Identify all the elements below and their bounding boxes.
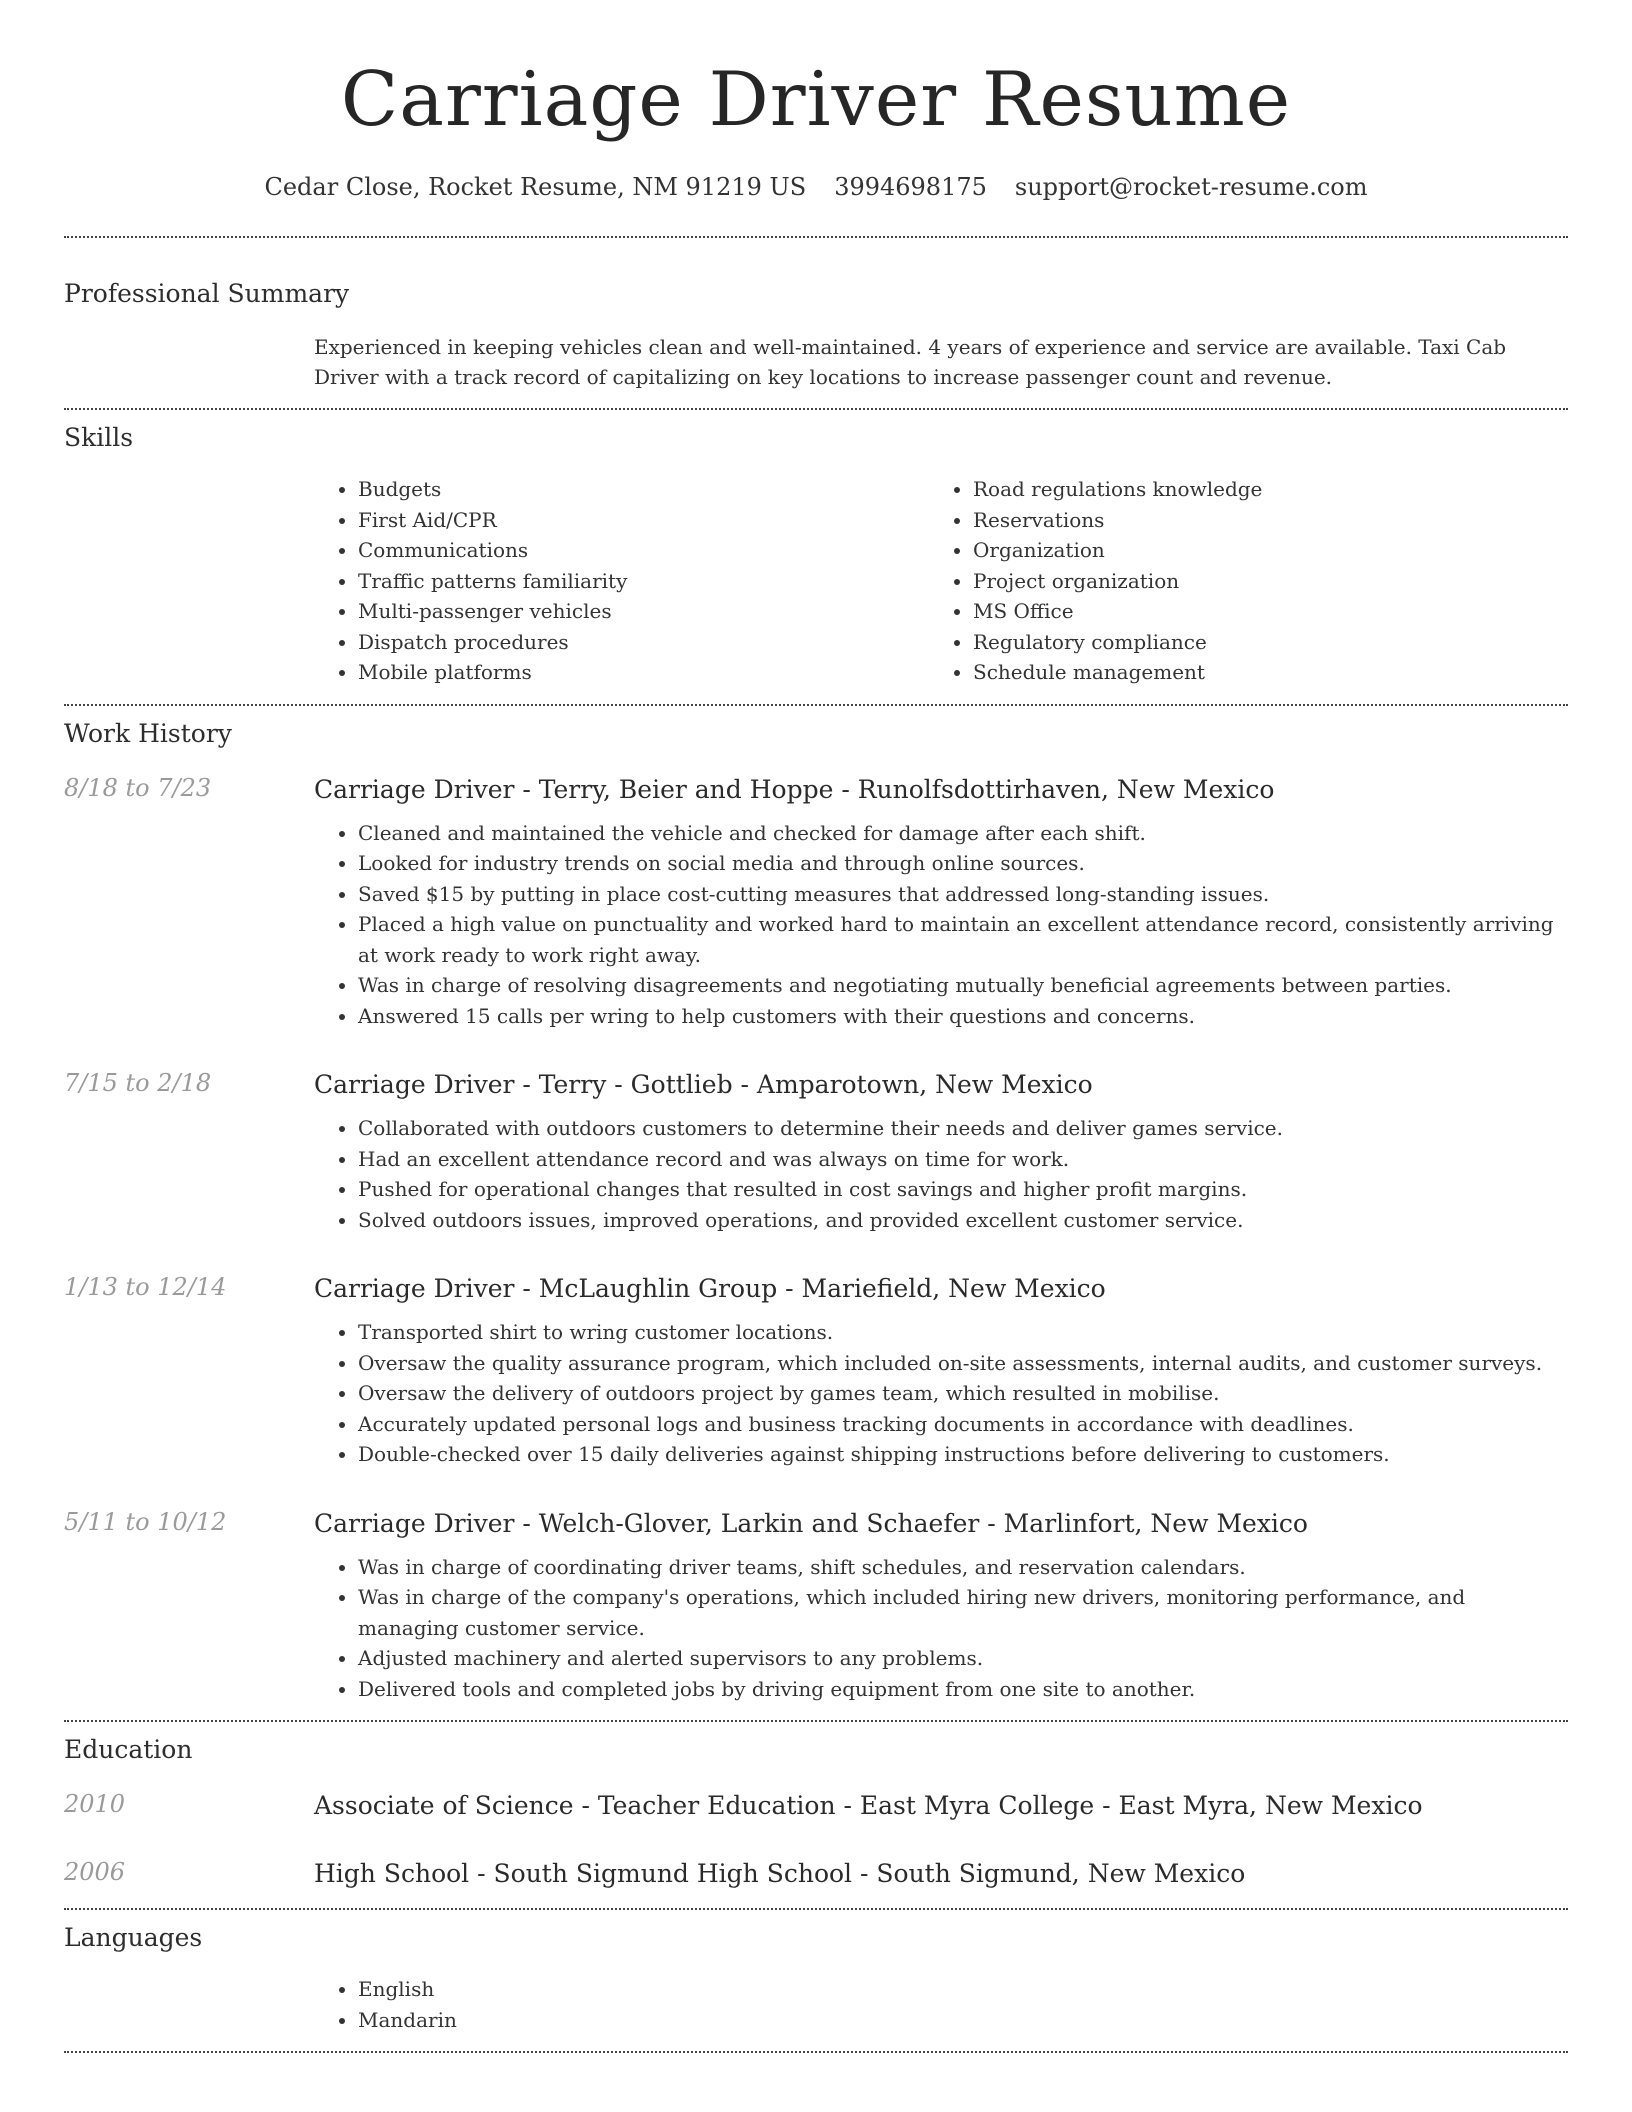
summary-section [64,278,1568,392]
summary-heading: Professional Summary [64,279,350,308]
job-bullet: • Double-checked over 15 daily deliveries against shipping instructions before delivering to customers. [358,1439,1568,1470]
job-title: Carriage Driver - Terry - Gottlieb - Amparotown, New Mexico [314,1070,1093,1099]
skill-item: • Communications [358,535,929,566]
job-bullet: • Was in charge of resolving disagreements and negotiating mutually beneficial agreements between parties. [358,970,1568,1001]
skills-list-left [314,474,929,688]
job-bullet: • Collaborated with outdoors customers to determine their needs and deliver games service. [358,1113,1568,1144]
job-entry [64,1273,1568,1470]
divider [64,408,1568,410]
job-bullet: • Placed a high value on punctuality and worked hard to maintain an excellent attendance record, consistently arriving at work ready to work right away. [358,909,1568,970]
job-bullet: • Delivered tools and completed jobs by driving equipment from one site to another. [358,1674,1568,1705]
skill-item: • Regulatory compliance [973,627,1544,658]
work-section [64,718,1568,1705]
job-bullet: • Answered 15 calls per wring to help customers with their questions and concerns. [358,1001,1568,1032]
skill-item: • Mobile platforms [358,657,929,688]
job-bullet: • Solved outdoors issues, improved operations, and provided excellent customer service. [358,1205,1568,1236]
divider [64,236,1568,238]
job-bullet: • Adjusted machinery and alerted supervisors to any problems. [358,1643,1568,1674]
languages-list [314,1974,1568,2035]
divider [64,2051,1568,2053]
job-dates: 7/15 to 2/18 [64,1069,212,1097]
resume-page [64,0,1568,2053]
job-title: Carriage Driver - McLaughlin Group - Mariefield, New Mexico [314,1274,1106,1303]
skills-grid [314,474,1568,688]
job-dates: 1/13 to 12/14 [64,1273,227,1301]
job-bullets [314,1317,1568,1470]
skill-item: • Budgets [358,474,929,505]
language-item: • English [358,1974,1568,2005]
education-title: Associate of Science - Teacher Education - East Myra College - East Myra, New Mexico [314,1791,1423,1820]
skill-item: • Schedule management [973,657,1544,688]
skill-item: • Traffic patterns familiarity [358,566,929,597]
job-dates: 8/18 to 7/23 [64,773,212,802]
divider [64,1720,1568,1722]
contact-line [64,172,1568,202]
education-entry [64,1790,1568,1822]
job-bullets [314,818,1568,1032]
language-item: • Mandarin [358,2005,1568,2036]
job-bullet: • Was in charge of the company's operations, which included hiring new drivers, monitoring performance, and managing customer service. [358,1582,1568,1643]
divider [64,1908,1568,1910]
skills-section [64,422,1568,688]
education-heading: Education [64,1735,193,1764]
skill-item: • Road regulations knowledge [973,474,1544,505]
resume-title: Carriage Driver Resume [340,55,1292,143]
skill-item: • Project organization [973,566,1544,597]
job-bullet: • Pushed for operational changes that resulted in cost savings and higher profit margins. [358,1174,1568,1205]
skill-item: • First Aid/CPR [358,505,929,536]
job-bullet: • Transported shirt to wring customer locations. [358,1317,1568,1348]
job-entry [64,1508,1568,1705]
education-title: High School - South Sigmund High School - South Sigmund, New Mexico [314,1859,1246,1888]
job-entry [64,774,1568,1032]
job-bullet: • Had an excellent attendance record and was always on time for work. [358,1144,1568,1175]
skill-item: • Dispatch procedures [358,627,929,658]
contact-phone: 3994698175 [834,173,987,201]
skill-item: • MS Office [973,596,1544,627]
job-title: Carriage Driver - Terry, Beier and Hoppe - Runolfsdottirhaven, New Mexico [314,774,1275,804]
summary-text: Experienced in keeping vehicles clean and well-maintained. 4 years of experience and service are available. Taxi Cab Driver with a track record of capitalizing on key locations to increase passenger count and revenue. [314,335,1507,389]
contact-address: Cedar Close, Rocket Resume, NM 91219 US [264,173,807,201]
job-bullet: • Oversaw the delivery of outdoors project by games team, which resulted in mobilise. [358,1378,1568,1409]
skill-item: • Reservations [973,505,1544,536]
job-bullets [314,1552,1568,1705]
languages-heading: Languages [64,1923,203,1952]
job-bullet: • Oversaw the quality assurance program, which included on-site assessments, internal audits, and customer surveys. [358,1348,1568,1379]
job-bullet: • Saved $15 by putting in place cost-cutting measures that addressed long-standing issues. [358,879,1568,910]
divider [64,704,1568,706]
skill-item: • Multi-passenger vehicles [358,596,929,627]
job-title: Carriage Driver - Welch-Glover, Larkin and Schaefer - Marlinfort, New Mexico [314,1508,1308,1538]
education-entry [64,1858,1568,1890]
skills-heading: Skills [64,423,134,452]
job-bullet: • Cleaned and maintained the vehicle and checked for damage after each shift. [358,818,1568,849]
job-bullet: • Accurately updated personal logs and business tracking documents in accordance with deadlines. [358,1409,1568,1440]
job-bullet: • Looked for industry trends on social media and through online sources. [358,848,1568,879]
contact-email: support@rocket-resume.com [1014,173,1368,201]
education-year: 2006 [64,1858,126,1886]
job-entry [64,1069,1568,1235]
job-bullets [314,1113,1568,1235]
job-dates: 5/11 to 10/12 [64,1507,227,1536]
education-year: 2010 [64,1790,126,1818]
education-section [64,1734,1568,1890]
languages-section [64,1922,1568,2035]
skill-item: • Organization [973,535,1544,566]
job-bullet: • Was in charge of coordinating driver teams, shift schedules, and reservation calendars. [358,1552,1568,1583]
work-heading: Work History [64,718,232,748]
skills-list-right [929,474,1544,688]
